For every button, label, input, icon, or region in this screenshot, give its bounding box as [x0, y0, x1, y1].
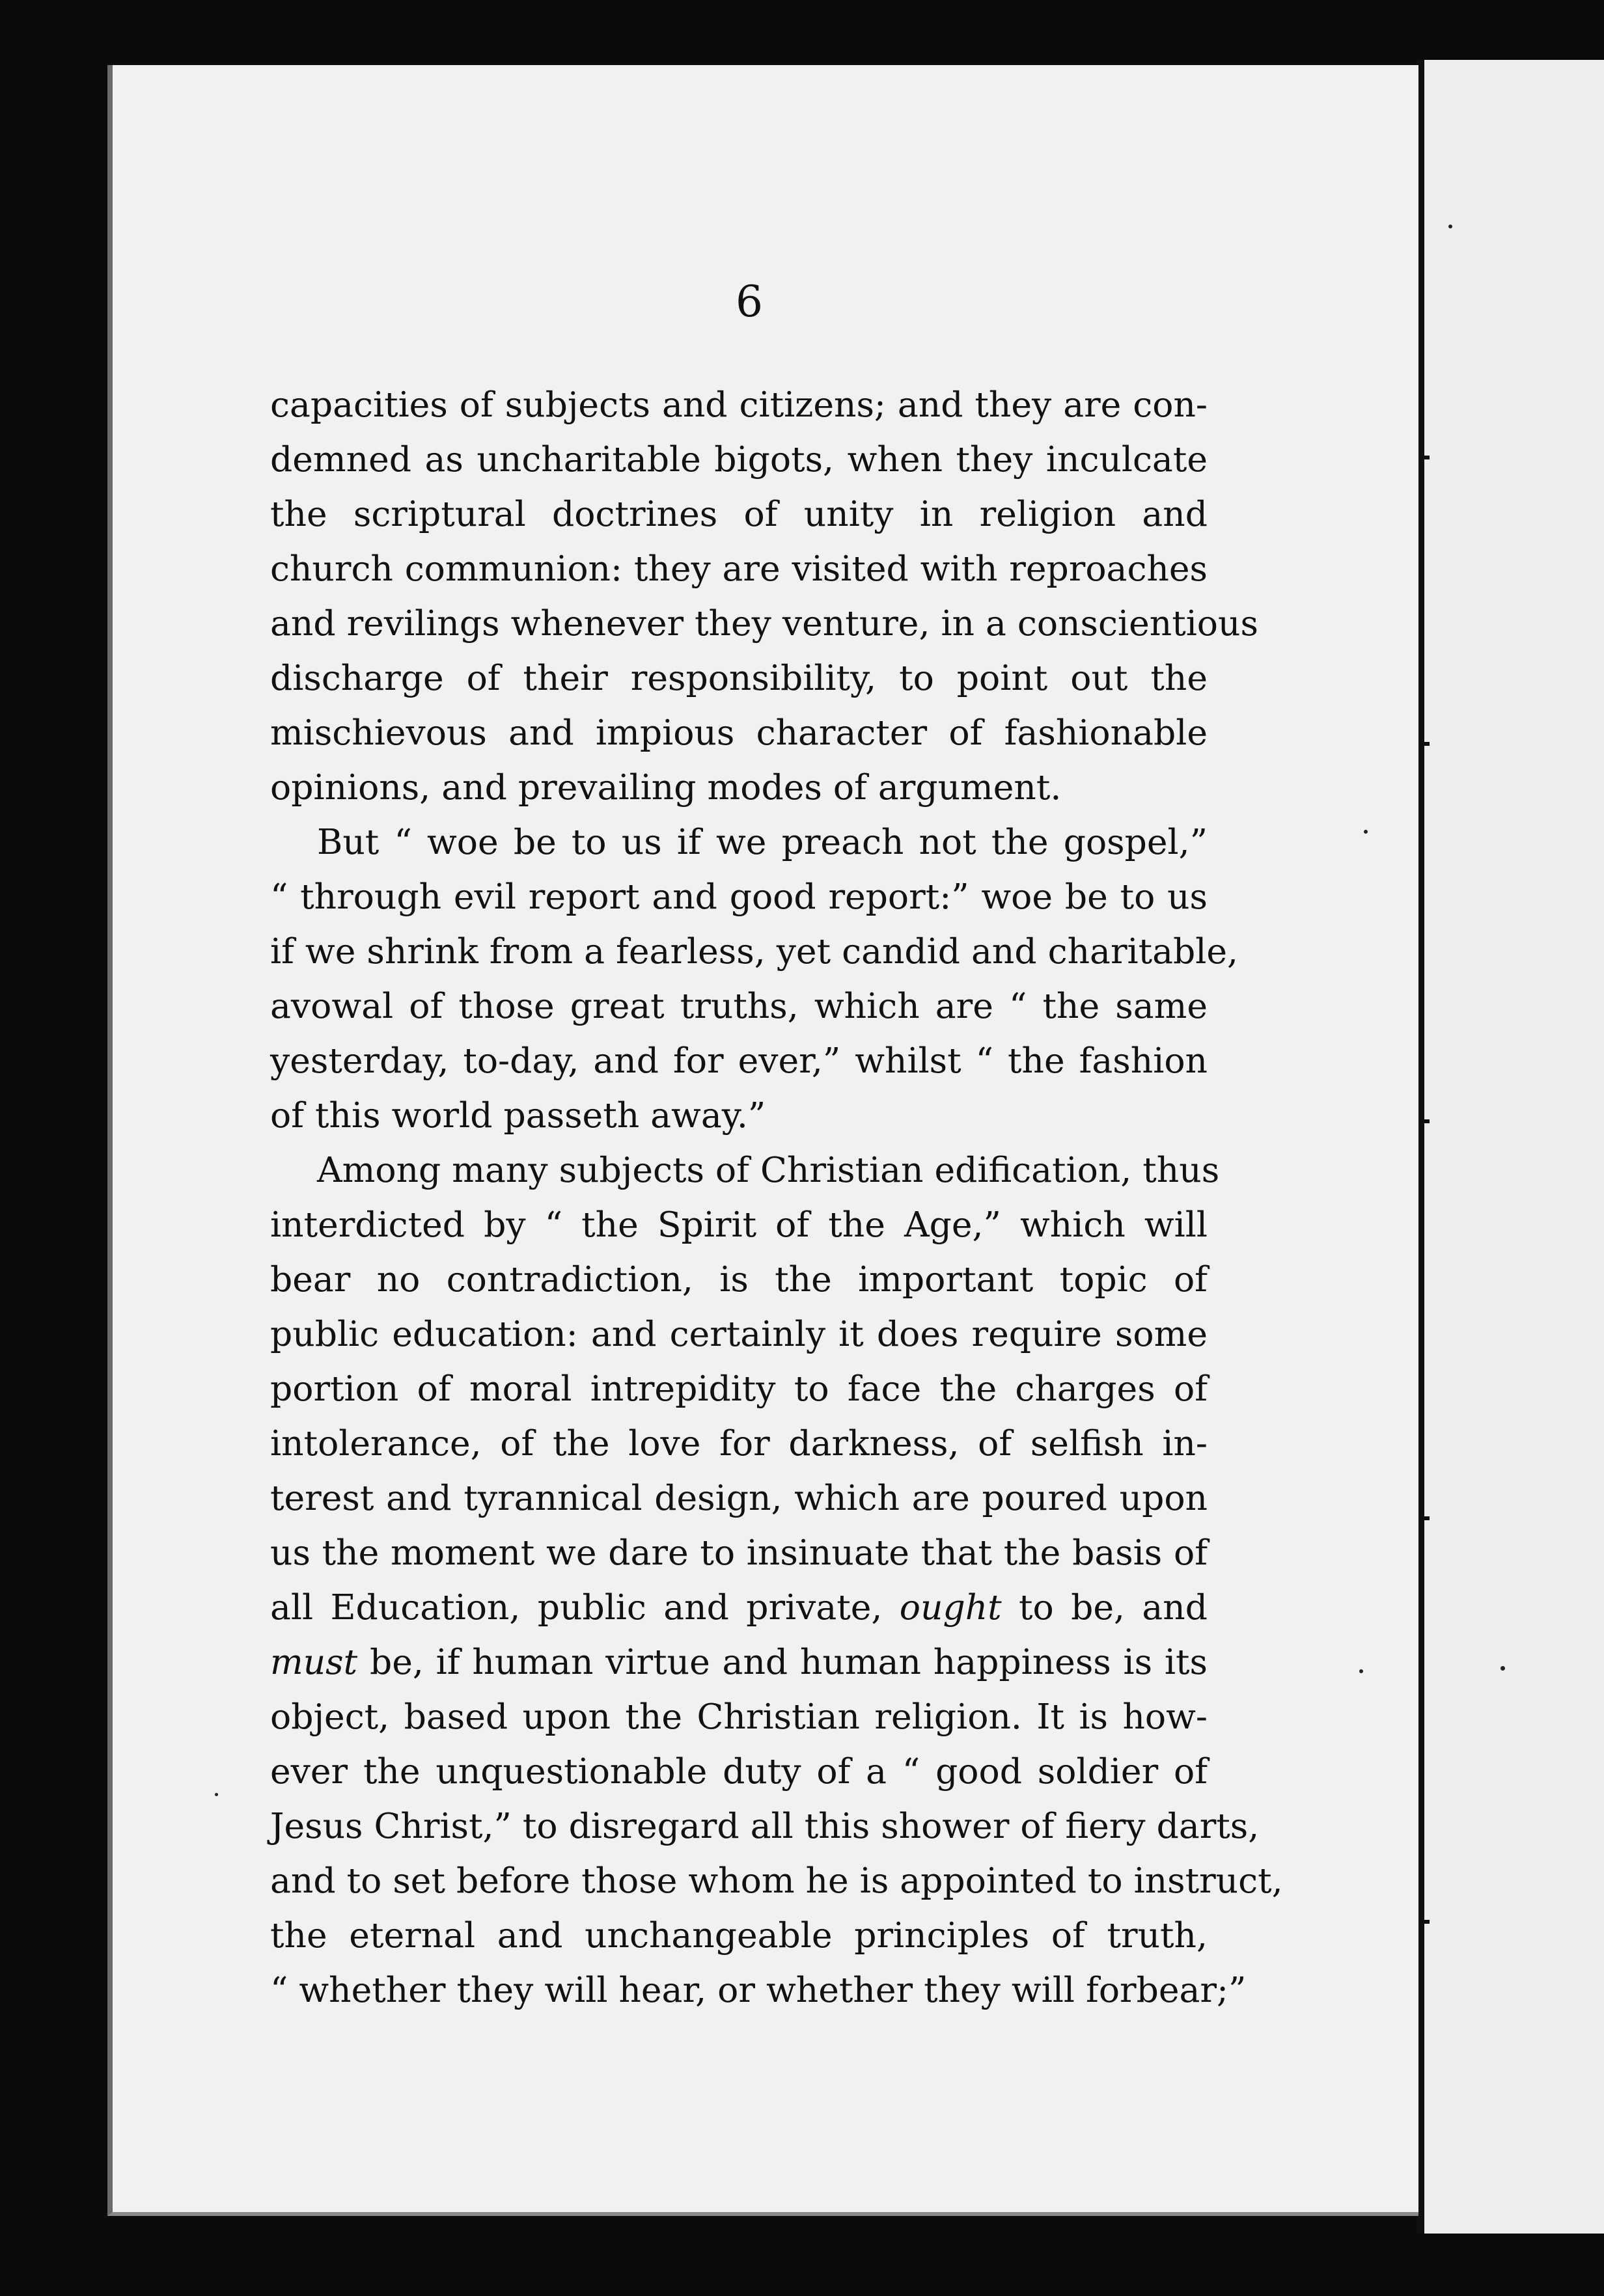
text-line: if we shrink from a fearless, yet candid and charitable, [270, 931, 1239, 972]
text-line: intolerance, of the love for darkness, of selfish in- [270, 1423, 1208, 1464]
text-line: object, based upon the Christian religion. It is how- [270, 1696, 1208, 1737]
speck [1364, 830, 1368, 834]
speck [1448, 225, 1452, 228]
text-line: us the moment we dare to insinuate that the basis of [270, 1532, 1208, 1573]
text-line: discharge of their responsibility, to point out the [270, 657, 1208, 698]
speck [215, 1793, 218, 1796]
text-segment: be, if human virtue and human happiness is its [357, 1641, 1208, 1682]
facing-page-edge [1424, 60, 1604, 2234]
text-line: avowal of those great truths, which are “ the same [270, 985, 1208, 1026]
text-line: Jesus Christ,” to disregard all this shower of fiery darts, [270, 1805, 1260, 1846]
text-line: interdicted by “ the Spirit of the Age,” which will [270, 1204, 1208, 1245]
text-line: the eternal and unchangeable principles of truth, [270, 1915, 1208, 1956]
text-line: ever the unquestionable duty of a “ good soldier of [270, 1751, 1208, 1792]
text-line: bear no contradiction, is the important topic of [270, 1259, 1208, 1300]
text-line: “ through evil report and good report:” woe be to us [270, 876, 1208, 917]
text-line: Among many subjects of Christian edification, thus [317, 1149, 1220, 1190]
text-line: the scriptural doctrines of unity in religion and [270, 493, 1208, 534]
speck [1359, 1669, 1363, 1673]
text-line: terest and tyrannical design, which are poured upon [270, 1477, 1208, 1518]
text-line: and to set before those whom he is appointed to instruct, [270, 1860, 1283, 1901]
text-line: capacities of subjects and citizens; and they are con- [270, 384, 1208, 425]
text-segment: to be, and [1001, 1587, 1208, 1628]
text-line: opinions, and prevailing modes of argument. [270, 767, 1062, 808]
text-line: portion of moral intrepidity to face the charges of [270, 1368, 1208, 1409]
text-line: “ whether they will hear, or whether they will forbear;” [270, 1969, 1247, 2010]
speck [1500, 1666, 1505, 1671]
text-line [270, 1635, 1208, 1689]
text-line: demned as uncharitable bigots, when they inculcate [270, 439, 1208, 480]
text-segment: all Education, public and private, [270, 1587, 900, 1628]
italic-text: ought [899, 1587, 1002, 1628]
text-line: and revilings whenever they venture, in a conscientious [270, 603, 1258, 644]
page-number: 6 [736, 277, 763, 327]
text-line: public education: and certainly it does require some [270, 1313, 1208, 1354]
text-line [270, 1580, 1208, 1635]
text-line: mischievous and impious character of fashionable [270, 712, 1208, 753]
text-line: church communion: they are visited with reproaches [270, 548, 1208, 589]
text-line: of this world passeth away.” [270, 1095, 766, 1136]
text-line: But “ woe be to us if we preach not the gospel,” [317, 821, 1208, 862]
text-line: yesterday, to-day, and for ever,” whilst “ the fashion [270, 1040, 1208, 1081]
body-text [270, 377, 1283, 2017]
italic-text: must [270, 1641, 358, 1682]
